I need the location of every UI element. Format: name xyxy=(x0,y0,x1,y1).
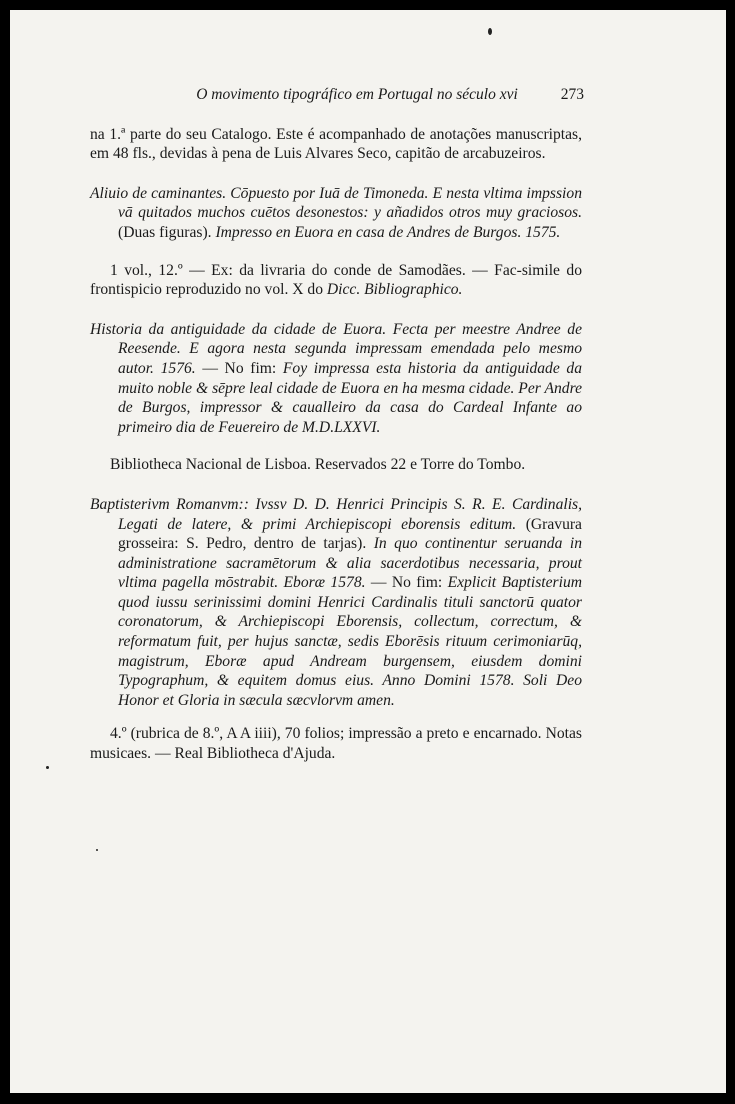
collation-note: 4.º (rubrica de 8.º, A A iiii), 70 folios; impressão a preto e encarnado. Notas musicaes. — Real Bibliotheca d'Ajuda. xyxy=(90,725,582,763)
entry-colophon: Foy impressa esta historia da antiguidade da muito noble & sēpre leal cidade de Euora en ha mesma cidade. Per Andre de Burgos, impressor & caualleiro da casa do Cardeal Infante ao primeiro dia de Feuereiro de M.D.LXXVI. xyxy=(118,359,582,436)
entry-subtitle: In quo continentur seruanda in administratione sacramētorum & alia sacerdotibus necessaria, prout vltima pagella mōstrabit. Eboræ 1578. xyxy=(118,535,582,592)
scanned-page xyxy=(10,10,726,1093)
page-content xyxy=(90,85,582,764)
entry-baptisterium xyxy=(90,495,582,711)
entry-title: Historia da antiguidade da cidade de Euora. Fecta per meestre Andree de Reesende. E agora nesta segunda impressam emendada pelo mesmo autor. 1576. xyxy=(90,320,582,377)
entry-title: Aliuio de caminantes. Cōpuesto por Iuā de Timoneda. E nesta vltima impssion vā quitados muchos cuētos desonestos: y añadidos otros muy graciosos. xyxy=(90,184,582,222)
ink-speck xyxy=(96,849,98,851)
ink-speck xyxy=(488,28,492,35)
entry-colophon: Explicit Baptisterium quod iussu serinissimi domini Henrici Cardinalis tituli sanctorū quator coronatorum, & Archiepiscopi Eborensis, collectum, correctum, & reformatum fuit, per hujus sanctæ, sedis Eborēsis rituum cerimoniarūq, magistrum, Eboræ apud Andream burgensem, eiusdem domini Typographum, & equitem domus eius. Anno Domini 1578. Soli Deo Honor et Gloria in sæcula sæcvlorvm amen. xyxy=(118,574,583,709)
page-number: 273 xyxy=(560,86,584,103)
entry-imprint: Impresso en Euora en casa de Andres de Burgos. 1575. xyxy=(215,223,561,241)
continued-paragraph: na 1.ª parte do seu Catalogo. Este é acompanhado de anotações manuscriptas, em 48 fls., devidas à pena de Luis Alvares Seco, capitão de arcabuzeiros. xyxy=(90,125,582,163)
running-title: O movimento tipográfico em Portugal no século xvi xyxy=(196,86,518,103)
entry-title: Baptisterivm Romanvm:: Ivssv D. D. Henrici Principis S. R. E. Cardinalis, Legati de latere, & primi Archiepiscopi eborensis editum. xyxy=(90,495,582,533)
running-head xyxy=(132,85,582,105)
reference-title: Dicc. Bibliographico. xyxy=(326,281,463,299)
entry-historia xyxy=(90,320,582,438)
entry-note: (Duas figuras). xyxy=(118,223,216,241)
entry-description xyxy=(90,261,582,300)
no-fim-label: — No fim: xyxy=(195,359,283,377)
holdings-note: Bibliotheca Nacional de Lisboa. Reservados 22 e Torre do Tombo. xyxy=(110,456,526,474)
entry-note: (Gravura grosseira: S. Pedro, dentro de tarjas). xyxy=(118,515,582,553)
no-fim-label: — No fim: xyxy=(365,574,448,592)
ink-speck xyxy=(46,766,49,769)
description-text: 1 vol., 12.º — Ex: da livraria do conde de Samodães. — Fac-simile do frontispicio reproduzido no vol. X do xyxy=(90,261,582,299)
entry-aliuio xyxy=(90,184,582,243)
